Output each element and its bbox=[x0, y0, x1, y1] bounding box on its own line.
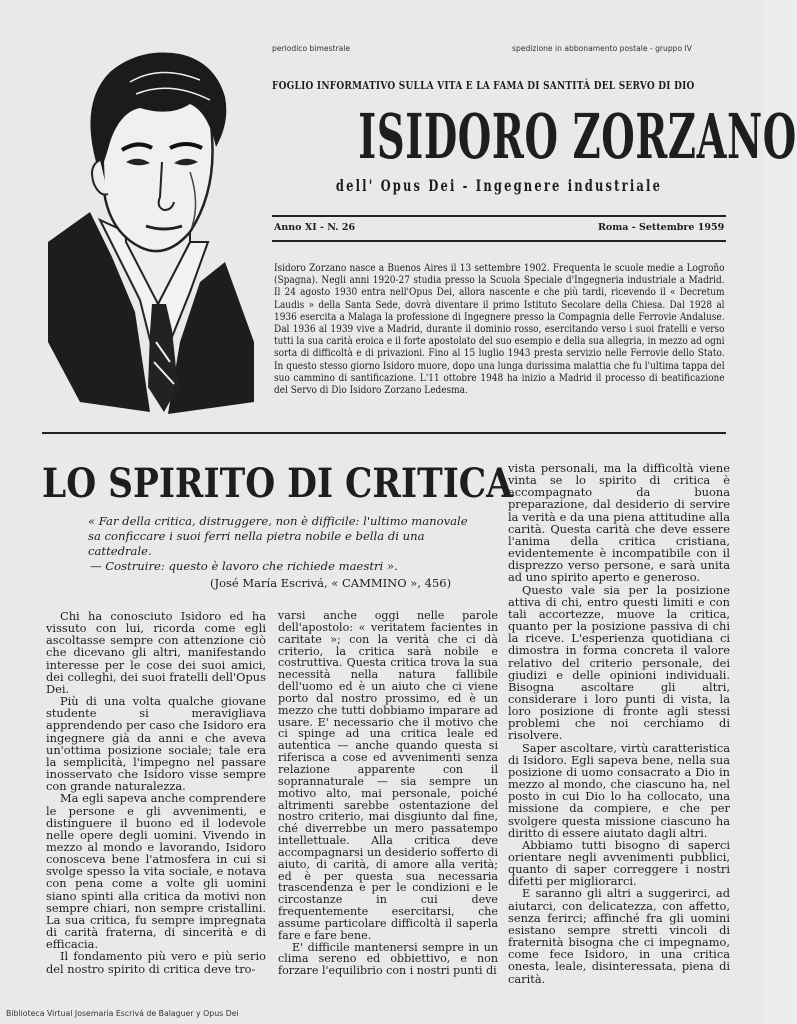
library-credit: Biblioteca Virtual Josemaría Escrivá de Balaguer y Opus Dei bbox=[6, 1009, 239, 1018]
section-divider bbox=[42, 432, 726, 434]
paragraph: Questo vale sia per la posizione attiva di chi, entro questi limiti e con tali accortezze, muove la critica, quanto per la posizione passiva di chi la riceve. L'esperienza quotidiana ci dimostra in forma concreta il valore relativo del criterio personale, dei giudizi e delle opinioni individuali. Bisogna ascoltare gli altri, considerare i loro punti di vista, la loro posizione di fronte agli stessi problemi che noi cerchiamo di risolvere. bbox=[508, 582, 730, 743]
rule-top bbox=[272, 215, 726, 217]
epigraph-attribution: (José María Escrivá, « CAMMINO », 456) bbox=[210, 576, 452, 590]
epigraph bbox=[88, 514, 484, 574]
periodicity-label: periodico bimestrale bbox=[272, 44, 351, 53]
masthead-title: ISIDORO ZORZANO bbox=[358, 100, 797, 173]
article-headline: LO SPIRITO DI CRITICA bbox=[42, 460, 513, 507]
paragraph: Chi ha conosciuto Isidoro ed ha vissuto con lui, ricorda come egli ascoltasse sempre con attenzione ciò che dicevano gli altri, manifestando interesse per le cose dei suoi amici, dei colleghi, dei suoi fratelli dell'Opus Dei. bbox=[46, 609, 266, 696]
epigraph-line-2: — Costruire: questo è lavoro che richiede maestri ». bbox=[90, 559, 398, 573]
masthead-subtitle-wrap bbox=[272, 176, 726, 195]
masthead-kicker: FOGLIO INFORMATIVO SULLA VITA E LA FAMA DI SANTITÀ DEL SERVO DI DIO bbox=[272, 78, 695, 92]
masthead-subtitle: dell' Opus Dei - Ingegnere industriale bbox=[335, 176, 663, 195]
paragraph: Abbiamo tutti bisogno di saperci orientare negli avvenimenti pubblici, quanto di saper correggere i nostri difetti per migliorarci. bbox=[508, 837, 730, 889]
postal-label: spedizione in abbonamento postale - gruppo IV bbox=[512, 44, 692, 53]
masthead-title-wrap bbox=[272, 100, 797, 173]
paragraph: varsi anche oggi nelle parole dell'apostolo: « veritatem facientes in caritate »; con la verità che ci dà criterio, la critica sarà nobile e costruttiva. Questa critica trova la sua necessità nella natura fallibile dell'uomo ed è un aiuto che ci viene porto dal nostro prossimo, ed è un mezzo che tutti dobbiamo imparare ad usare. E' necessario che il motivo che ci spinge ad una critica leale ed autentica — anche quando questa si riferisca a cose ed avvenimenti senza relazione apparente con il soprannaturale — sia sempre un motivo alto, mai personale, poiché altrimenti sarebbe ostentazione del nostro criterio, mai disgiunto dal fine, ché diverrebbe un mero passatempo intellettuale. Alla critica deve accompagnarsi un desiderio sofferto di aiuto, di carità, di amore alla verità; ed è per questa sua necessaria trascendenza e per le condizioni e le circostanze in cui deve frequentemente esercitarsi, che assume particolare difficoltà il saperla fare e fare bene. bbox=[278, 609, 498, 942]
epigraph-line-1: « Far della critica, distruggere, non è difficile: l'ultimo manovale sa conficcare i suoi ferri nella pietra nobile e bella di una cattedrale. bbox=[88, 514, 468, 558]
paragraph: Saper ascoltare, virtù caratteristica di Isidoro. Egli sapeva bene, nella sua posizione di uomo consacrato a Dio in mezzo al mondo, che ciascuno ha, nel posto in cui Dio lo ha collocato, una missione da compiere, e che per svolgere questa missione ciascuno ha diritto di essere aiutato dagli altri. bbox=[508, 740, 730, 840]
paragraph: E saranno gli altri a suggerirci, ad aiutarci, con delicatezza, con affetto, senza ferirci; affinché fra gli uomini esistano sempre stretti vincoli di fraternità bisogna che ci impegnamo, come fece Isidoro, in una critica onesta, leale, disinteressata, piena di carità. bbox=[508, 886, 730, 986]
article-column-2 bbox=[278, 610, 498, 977]
paragraph: Più di una volta qualche giovane studente si meravigliava apprendendo per caso che Isidoro era ingegnere già da anni e che aveva un'ottima posizione sociale; tale era la semplicità, l'impegno nel passare inosservato che Isidoro visse sempre con grande naturalezza. bbox=[46, 694, 266, 794]
paragraph: Il fondamento più vero e più serio del nostro spirito di critica deve tro- bbox=[46, 949, 266, 976]
biography-paragraph: Isidoro Zorzano nasce a Buenos Aires il 13 settembre 1902. Frequenta le scuole medie a Logroño (Spagna). Negli anni 1920-27 studia presso la Scuola Speciale d'Ingegneria industriale a Madrid. Il 24 agosto 1930 entra nell'Opus Dei, allora nascente e che più tardi, ricevendo il « Decretum Laudis » della Santa Sede, dovrà diventare il primo Istituto Secolare della Chiesa. Dal 1928 al 1936 esercita a Malaga la professione di Ingegnere presso la Compagnia delle Ferrovie Andaluse. Dal 1936 al 1939 vive a Madrid, durante il dominio rosso, esercitando verso i suoi fratelli e verso tutti la sua carità eroica e il forte apostolato del suo esempio e della sua allegria, in mezzo ad ogni sorta di difficoltà e di privazioni. Fino al 15 luglio 1943 presta servizio nelle Ferrovie dello Stato. In questo stesso giorno Isidoro muore, dopo una lunga durissima malattia che fu l'ultima tappa del suo cammino di santificazione. L'11 ottobre 1948 ha inizio a Madrid il processo di beatificazione del Servo di Dio Isidoro Zorzano Ledesma. bbox=[274, 263, 725, 397]
issue-date: Roma - Settembre 1959 bbox=[598, 222, 725, 233]
paragraph: Ma egli sapeva anche comprendere le persone e gli avvenimenti, e distinguere il buono ed il lodevole nelle opere degli uomini. Vivendo in mezzo al mondo e lavorando, Isidoro conosceva bene l'atmosfera in cui si svolge spesso la vita sociale, e notava con pena come a volte gli uomini siano spinti alla critica da motivi non sempre chiari, non sempre cristallini. La sua critica, fu sempre impregnata di carità fraterna, di sincerità e di efficacia. bbox=[46, 791, 266, 952]
rule-bottom bbox=[272, 240, 726, 242]
issue-number: Anno XI - N. 26 bbox=[274, 222, 356, 233]
portrait-drawing bbox=[40, 42, 262, 422]
article-column-1 bbox=[46, 610, 266, 975]
paragraph: vista personali, ma la difficoltà viene vinta se lo spirito di critica è accompagnato da buona preparazione, dal desiderio di servire la verità e da una piena attitudine alla carità. Questa carità che deve essere l'anima della critica cristiana, evidentemente è incompatibile con il disprezzo verso persone, e sarà unita ad uno spirito aperto e generoso. bbox=[508, 461, 730, 585]
paragraph: E' difficile mantenersi sempre in un clima sereno ed obbiettivo, e non forzare l'equilibrio con i nostri punti di bbox=[278, 940, 498, 978]
article-column-3 bbox=[508, 462, 730, 985]
portrait-illustration bbox=[40, 42, 262, 422]
